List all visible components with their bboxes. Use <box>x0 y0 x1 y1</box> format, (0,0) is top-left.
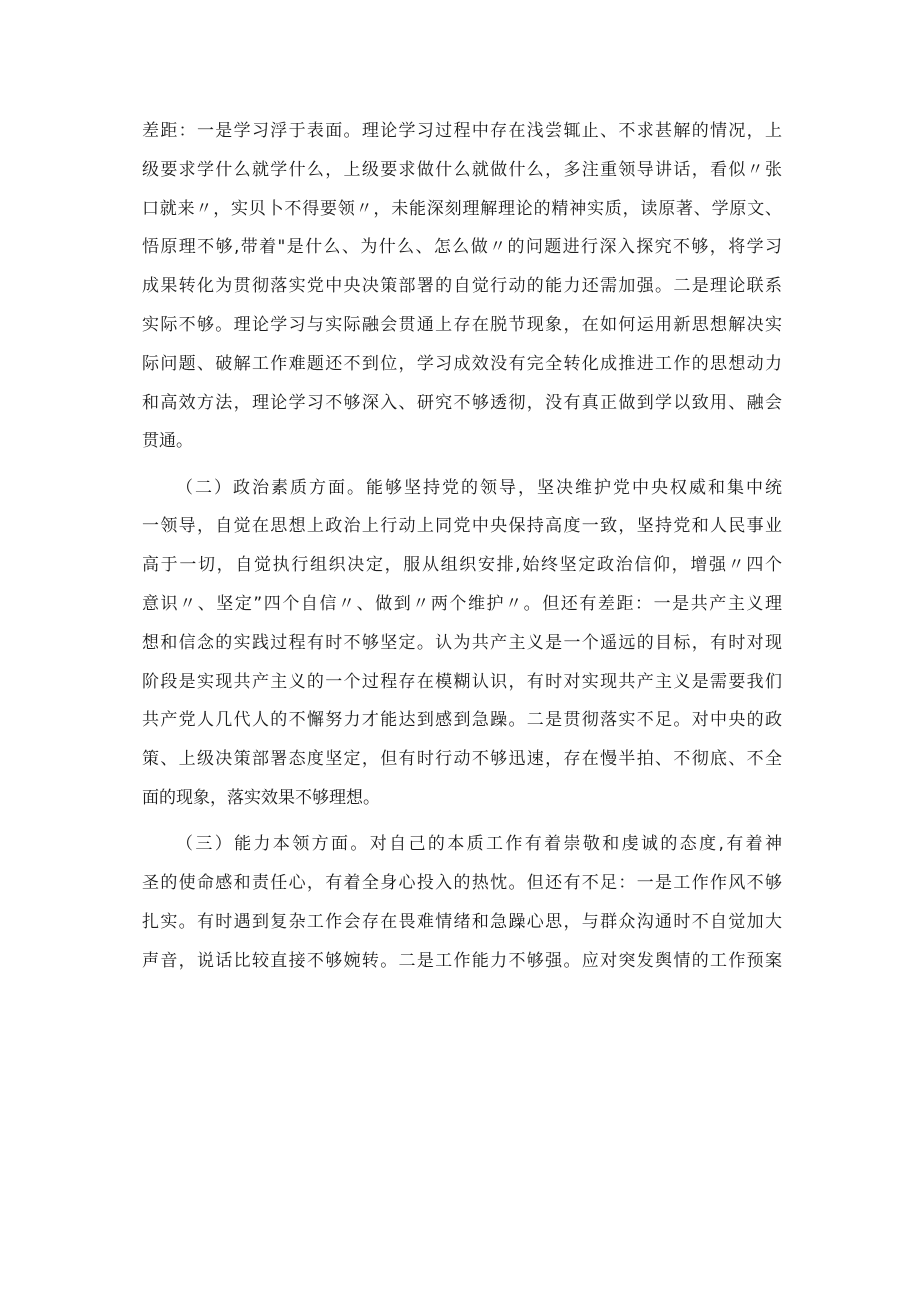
text-line: （三）能力本领方面。对自己的本质工作有着崇敬和虔诚的态度,有着神 <box>176 834 782 855</box>
text-line: 高于一切，自觉执行组织决定，服从组织安排,始终坚定政治信仰，增强〃四个 <box>142 555 782 576</box>
text-line: 级要求学什么就学什么，上级要求做什么就做什么，多注重领导讲话，看似〃张 <box>142 159 782 180</box>
text-line: 策、上级决策部署态度坚定，但有时行动不够迅速，存在慢半拍、不彻底、不全 <box>142 749 782 770</box>
document-body <box>142 112 782 981</box>
text-line: 想和信念的实践过程有时不够坚定。认为共产主义是一个遥远的目标，有时对现 <box>142 632 782 653</box>
text-line: 阶段是实现共产主义的一个过程存在模糊认识，有时对实现共产主义是需要我们 <box>142 671 782 692</box>
paragraph-political-quality <box>142 469 782 818</box>
text-line: 悟原理不够,带着"是什么、为什么、怎么做〃的问题进行深入探究不够，将学习 <box>142 237 782 258</box>
text-line: 成果转化为贯彻落实党中央决策部署的自觉行动的能力还需加强。二是理论联系 <box>142 276 782 297</box>
paragraph-capability <box>142 825 782 980</box>
paragraph-intro-continuation <box>142 112 782 461</box>
text-line: 共产党人几代人的不懈努力才能达到感到急躁。二是贯彻落实不足。对中央的政 <box>142 710 782 731</box>
text-line: 际问题、破解工作难题还不到位，学习成效没有完全转化成推进工作的思想动力 <box>142 353 782 374</box>
text-line: 声音，说话比较直接不够婉转。二是工作能力不够强。应对突发舆情的工作预案 <box>142 950 782 971</box>
text-line: 一领导，自觉在思想上政治上行动上同党中央保持高度一致，坚持党和人民事业 <box>142 516 782 537</box>
text-line: 贯通。 <box>142 431 193 452</box>
text-line: 圣的使命感和责任心，有着全身心投入的热忱。但还有不足：一是工作作风不够 <box>142 873 782 894</box>
text-line: （二）政治素质方面。能够坚持党的领导，坚决维护党中央权威和集中统 <box>176 477 782 498</box>
text-line: 意识〃、坚定”四个自信〃、做到〃两个维护〃。但还有差距：一是共产主义理 <box>142 594 782 615</box>
text-line: 面的现象，落实效果不够理想。 <box>142 788 380 809</box>
text-line: 实际不够。理论学习与实际融会贯通上存在脱节现象，在如何运用新思想解决实 <box>142 314 782 335</box>
text-line: 口就来〃，实贝卜不得要领〃，未能深刻理解理论的精神实质，读原著、学原文、 <box>142 198 782 219</box>
text-line: 差距：一是学习浮于表面。理论学习过程中存在浅尝辄止、不求甚解的情况，上 <box>142 121 782 141</box>
text-line: 扎实。有时遇到复杂工作会存在畏难情绪和急躁心思，与群众沟通时不自觉加大 <box>142 911 782 932</box>
text-line: 和高效方法，理论学习不够深入、研究不够透彻，没有真正做到学以致用、融会 <box>142 392 782 413</box>
